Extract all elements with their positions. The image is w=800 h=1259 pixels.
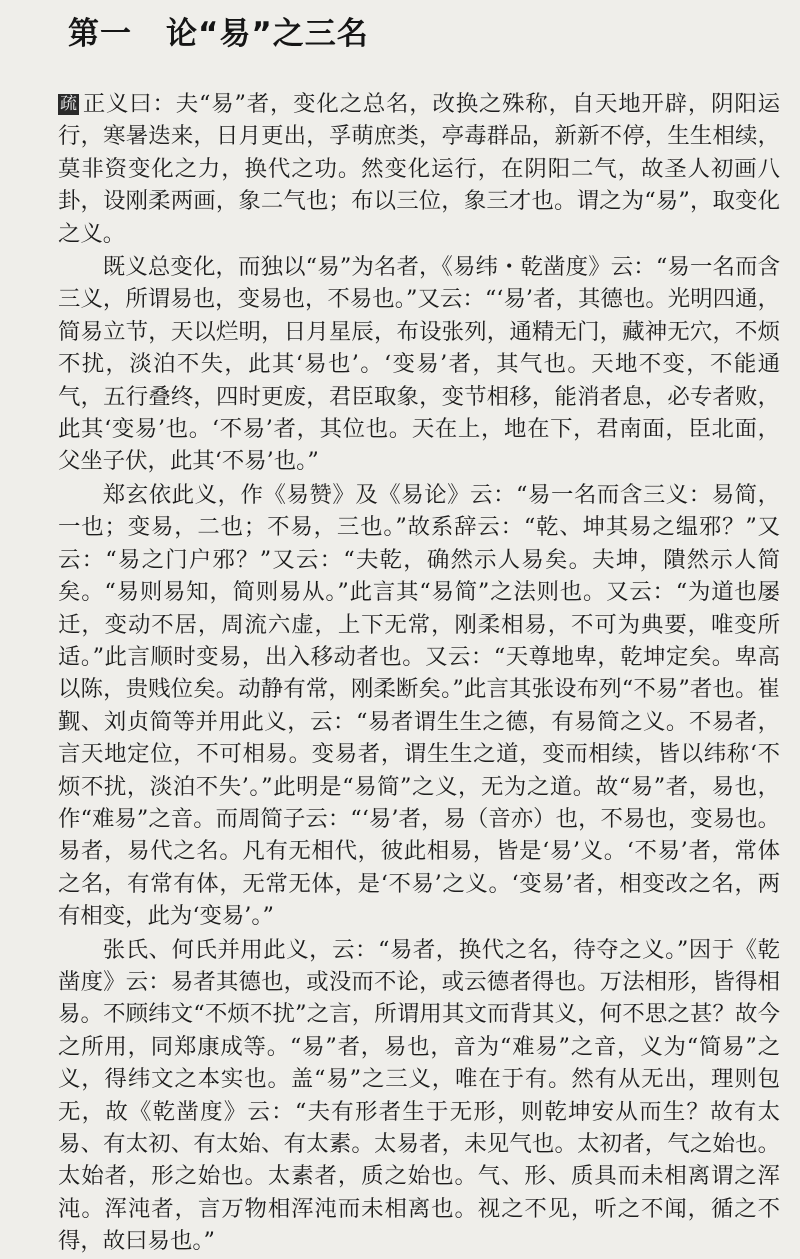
section-number: 第一	[68, 16, 132, 52]
commentary-badge: 疏	[60, 94, 77, 114]
paragraph: 张氏、何氏并用此义，云：“易者，换代之名，待夺之义。”因于《乾凿度》云：易者其德也，或没而不论，或云德者得也。万法相形，皆得相易。不顾纬文“不烦不扰”之言，所谓用其文而背其义，何不思之甚？故今之所用，同郑康成等。“易”者，易也，音为“难易”之音，义为“简易”之义，得纬文之本实也。盖“易”之三义，唯在于有。然有从无出，理则包无，故《乾凿度》云：“夫有形者生于无形，则乾坤安从而生？故有太易、有太初、有太始、有太素。太易者，未见气也。太初者，气之始也。太始者，形之始也。太素者，质之始也。气、形、质具而未相离谓之浑沌。浑沌者，言万物相浑沌而未相离也。视之不见，听之不闻，循之不得，故曰易也。”	[58, 936, 780, 1255]
paragraph-text: 正义曰：夫“易”者，变化之总名，改换之殊称，自天地开辟，阴阳运行，寒暑迭来，日月更出，孚萌庶类，亭毒群品，新新不停，生生相续，莫非资变化之力，换代之功。然变化运行，在阴阳二气，故圣人初画八卦，设刚柔两画，象二气也；布以三位，象三才也。谓之为“易”，取变化之义。	[58, 91, 780, 247]
main-text	[58, 88, 780, 1259]
section-heading	[68, 14, 369, 54]
section-title: 论“易”之三名	[166, 16, 369, 52]
paragraph: 既义总变化，而独以“易”为名者，《易纬・乾凿度》云：“易一名而含三义，所谓易也，变易也，不易也。”又云：“‘易’者，其德也。光明四通，简易立节，天以烂明，日月星辰，布设张列，通精无门，藏神无穴，不烦不扰，淡泊不失，此其‘易也’。‘变易’者，其气也。天地不变，不能通气，五行叠终，四时更废，君臣取象，变节相移，能消者息，必专者败，此其‘变易’也。‘不易’者，其位也。天在上，地在下，君南面，臣北面，父坐子伏，此其‘不易’也。”	[58, 254, 780, 475]
paragraph: 郑玄依此义，作《易赞》及《易论》云：“易一名而含三义：易简，一也；变易，二也；不易，三也。”故系辞云：“乾、坤其易之缊邪？”又云：“易之门户邪？”又云：“夫乾，确然示人易矣。夫坤，隤然示人简矣。“易则易知，简则易从。”此言其“易简”之法则也。又云：“为道也屡迁，变动不居，周流六虚，上下无常，刚柔相易，不可为典要，唯变所适。”此言顺时变易，出入移动者也。又云：“天尊地卑，乾坤定矣。卑高以陈，贵贱位矣。动静有常，刚柔断矣。”此言其张设布列“不易”者也。崔觐、刘贞简等并用此义，云：“易者谓生生之德，有易简之义。不易者，言天地定位，不可相易。变易者，谓生生之道，变而相续，皆以纬称‘不烦不扰，淡泊不失’。”此明是“易简”之义，无为之道。故“易”者，易也，作“难易”之音。而周简子云：“‘易’者，易（音亦）也，不易也，变易也。易者，易代之名。凡有无相代，彼此相易，皆是‘易’义。‘不易’者，常体之名，有常有体，无常无体，是‘不易’之义。‘变易’者，相变改之名，两有相变，此为‘变易’。”	[58, 481, 780, 930]
paragraph	[58, 88, 780, 250]
